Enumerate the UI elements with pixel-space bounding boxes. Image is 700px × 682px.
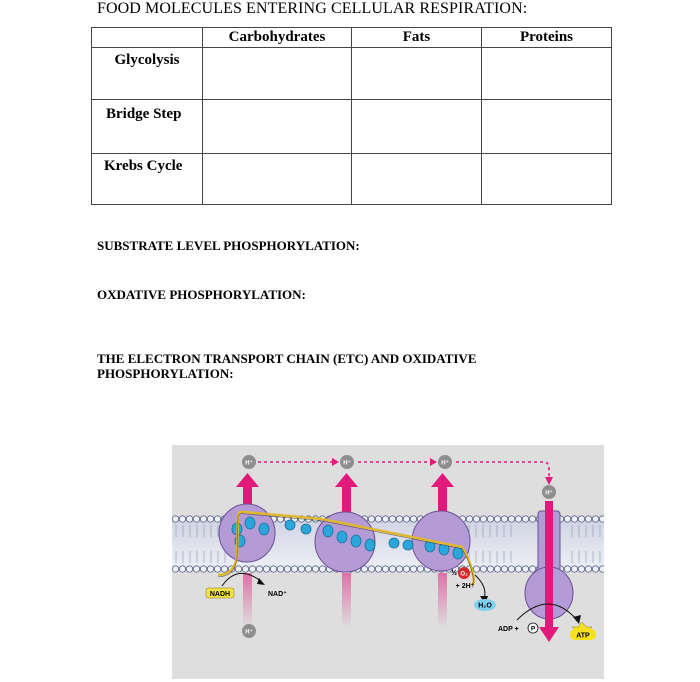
page-title: FOOD MOLECULES ENTERING CELLULAR RESPIRATION: xyxy=(97,0,528,17)
table-cell[interactable] xyxy=(203,100,352,154)
table-cell[interactable] xyxy=(352,48,482,100)
adp-label: ADP + xyxy=(498,626,519,633)
proton-fade-1 xyxy=(243,573,252,628)
table-cell[interactable] xyxy=(352,154,482,205)
nad-plus-label: NAD⁺ xyxy=(268,591,287,598)
two-h-plus-label: + 2H⁺ xyxy=(455,583,475,590)
table-row-krebs-cycle xyxy=(92,154,612,205)
column-header-carbohydrates: Carbohydrates xyxy=(203,28,352,48)
half-label: ½ xyxy=(451,570,457,577)
h-plus-label: H⁺ xyxy=(545,490,553,497)
proton-fade-2 xyxy=(342,573,351,628)
oxidative-heading: OXDATIVE PHOSPHORYLATION: xyxy=(97,287,306,302)
table-header-row xyxy=(92,28,612,48)
column-header-proteins: Proteins xyxy=(482,28,612,48)
table-cell[interactable] xyxy=(482,154,612,205)
h-plus-label: H⁺ xyxy=(441,460,449,467)
nadh-label: NADH xyxy=(209,591,231,598)
row-label-glycolysis: Glycolysis xyxy=(92,48,203,100)
column-header-fats: Fats xyxy=(352,28,482,48)
h-plus-label: H⁺ xyxy=(343,460,351,467)
substrate-level-heading: SUBSTRATE LEVEL PHOSPHORYLATION: xyxy=(97,238,360,253)
oxygen-label: O₂ xyxy=(460,571,468,578)
table-cell[interactable] xyxy=(203,154,352,205)
h-plus-label: H⁺ xyxy=(245,629,253,636)
water-label: H₂O xyxy=(478,602,492,610)
atp-label: ATP xyxy=(576,632,590,640)
phosphate-label: P xyxy=(530,625,536,633)
electron-transport-chain-diagram xyxy=(172,445,604,679)
food-molecules-table xyxy=(91,27,612,205)
row-label-krebs-cycle: Krebs Cycle xyxy=(92,154,203,205)
proton-fade-3 xyxy=(438,573,447,628)
row-label-bridge-step: Bridge Step xyxy=(92,100,203,154)
h-plus-label: H⁺ xyxy=(245,460,253,467)
etc-heading-line2: PHOSPHORYLATION: xyxy=(97,366,234,381)
etc-heading-line1: THE ELECTRON TRANSPORT CHAIN (ETC) AND OXIDATIVE xyxy=(97,351,477,366)
table-row-bridge-step xyxy=(92,100,612,154)
table-row-glycolysis xyxy=(92,48,612,100)
table-cell[interactable] xyxy=(482,100,612,154)
table-corner-cell xyxy=(92,28,203,48)
table-cell[interactable] xyxy=(482,48,612,100)
table-cell[interactable] xyxy=(203,48,352,100)
table-cell[interactable] xyxy=(352,100,482,154)
